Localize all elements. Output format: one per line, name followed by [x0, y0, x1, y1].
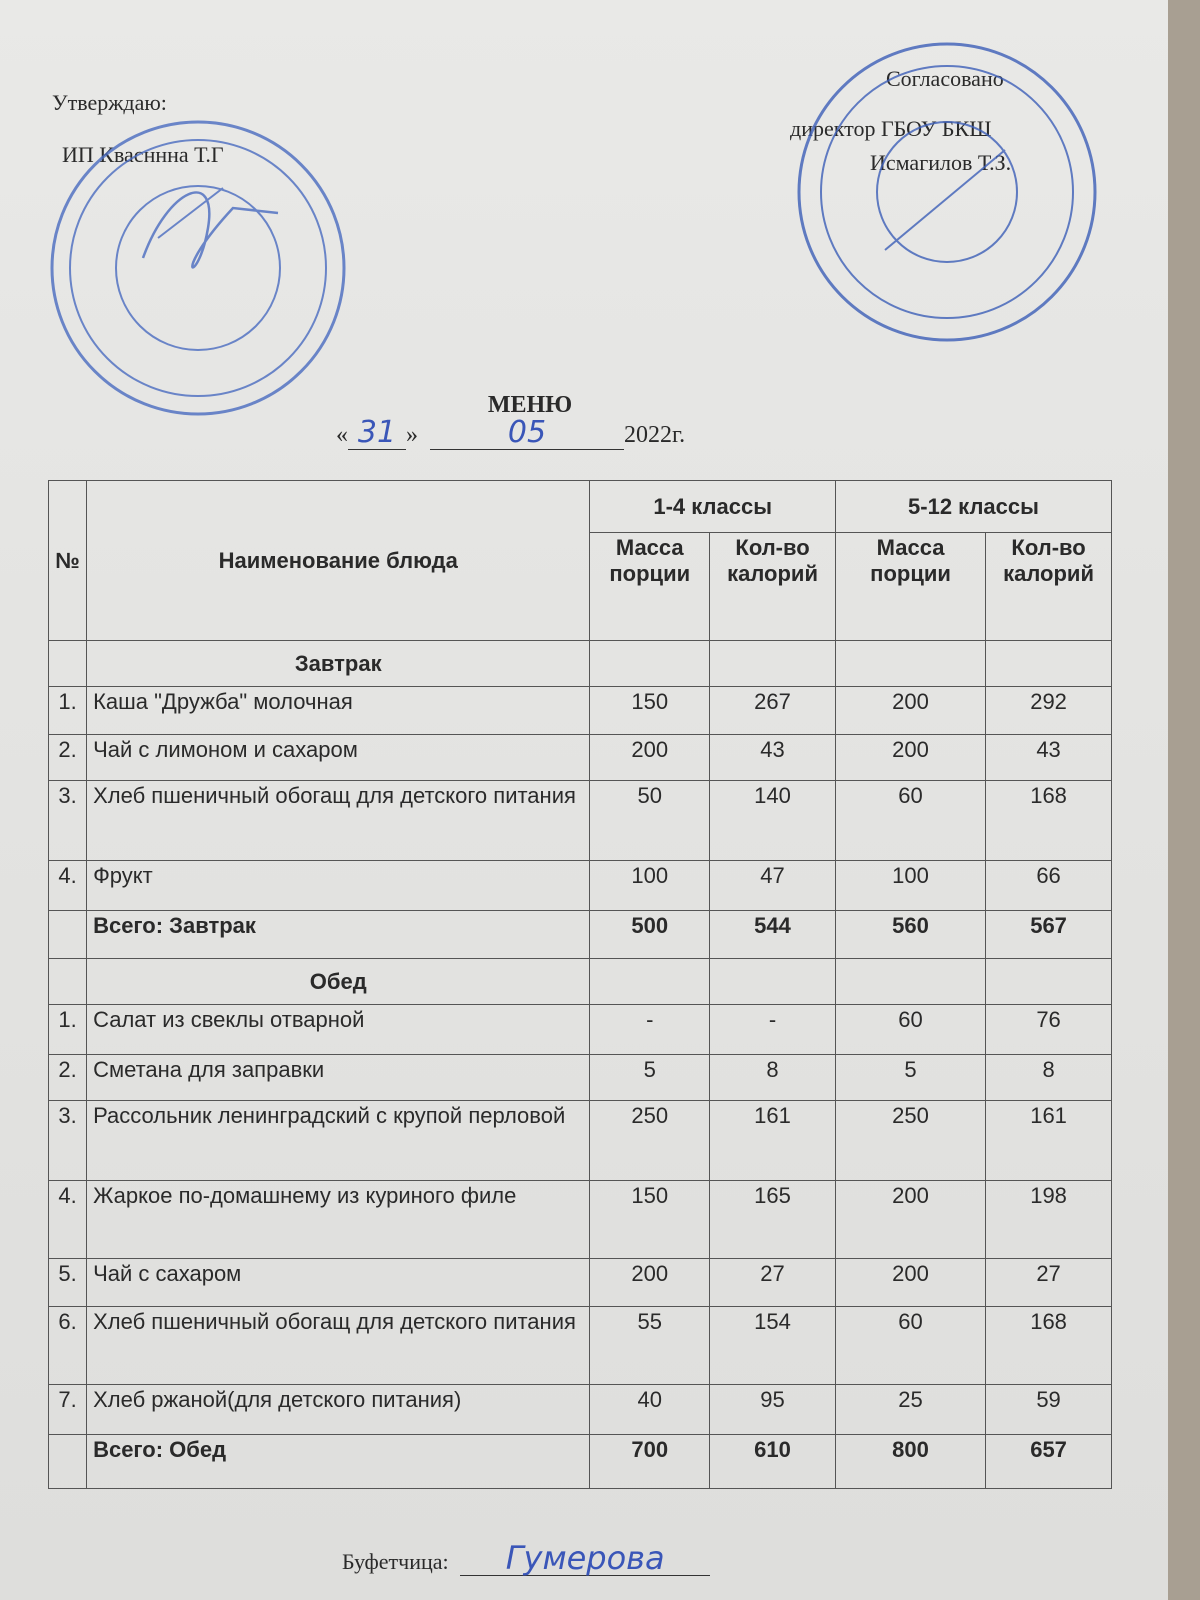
mass-5-12: 60 [835, 781, 985, 861]
cal-1-4: - [710, 1005, 836, 1055]
row-num: 1. [49, 1005, 87, 1055]
cal-5-12: 43 [986, 735, 1112, 781]
row-num: 4. [49, 861, 87, 911]
header-mass-1: Масса порции [590, 533, 710, 641]
cal-5-12: 27 [986, 1259, 1112, 1307]
dish-name: Салат из свеклы отварной [87, 1005, 590, 1055]
total-label: Всего: Обед [87, 1435, 590, 1489]
mass-5-12: 200 [835, 735, 985, 781]
total-cal-1-4: 544 [710, 911, 836, 959]
mass-1-4: 40 [590, 1385, 710, 1435]
date-open-quote: « [336, 422, 348, 448]
row-num: 2. [49, 735, 87, 781]
table-row [49, 1005, 1112, 1055]
mass-5-12: 250 [835, 1101, 985, 1181]
cal-5-12: 76 [986, 1005, 1112, 1055]
mass-1-4: 100 [590, 861, 710, 911]
total-mass-1-4: 500 [590, 911, 710, 959]
table-row [49, 1181, 1112, 1259]
row-num: 1. [49, 687, 87, 735]
mass-5-12: 60 [835, 1005, 985, 1055]
date-month-blank [430, 415, 624, 450]
section-title: Завтрак [87, 641, 590, 687]
mass-1-4: 200 [590, 735, 710, 781]
total-cal-5-12: 657 [986, 1435, 1112, 1489]
total-mass-5-12: 560 [835, 911, 985, 959]
dish-name: Жаркое по-домашнему из куриного филе [87, 1181, 590, 1259]
cal-5-12: 292 [986, 687, 1112, 735]
date-close-quote: » [406, 422, 418, 448]
menu-title: МЕНЮ [487, 392, 573, 418]
cal-5-12: 66 [986, 861, 1112, 911]
row-num: 3. [49, 781, 87, 861]
cal-1-4: 27 [710, 1259, 836, 1307]
table-row [49, 687, 1112, 735]
header-dish: Наименование блюда [87, 481, 590, 641]
header-mass-2: Масса порции [835, 533, 985, 641]
row-num: 7. [49, 1385, 87, 1435]
mass-5-12: 5 [835, 1055, 985, 1101]
mass-5-12: 100 [835, 861, 985, 911]
cal-1-4: 43 [710, 735, 836, 781]
cal-1-4: 140 [710, 781, 836, 861]
dish-name: Хлеб пшеничный обогащ для детского питания [87, 781, 590, 861]
mass-1-4: 5 [590, 1055, 710, 1101]
header-group-1-4: 1-4 классы [590, 481, 836, 533]
desk-edge [1168, 0, 1200, 1600]
mass-1-4: 150 [590, 687, 710, 735]
row-num: 2. [49, 1055, 87, 1101]
header-group-5-12: 5-12 классы [835, 481, 1111, 533]
total-row-breakfast [49, 911, 1112, 959]
table-row [49, 1307, 1112, 1385]
date-day-blank [348, 415, 406, 450]
cal-1-4: 47 [710, 861, 836, 911]
section-lunch [49, 959, 1112, 1005]
cal-5-12: 168 [986, 781, 1112, 861]
cal-5-12: 168 [986, 1307, 1112, 1385]
total-cal-1-4: 610 [710, 1435, 836, 1489]
table-row [49, 1055, 1112, 1101]
footer-label: Буфетчица: [342, 1549, 449, 1574]
table-row [49, 1385, 1112, 1435]
footer-signature: Гумерова [505, 1539, 665, 1577]
table-row [49, 781, 1112, 861]
footer [342, 1539, 710, 1577]
header-cal-1: Кол-во калорий [710, 533, 836, 641]
row-num: 5. [49, 1259, 87, 1307]
cal-1-4: 95 [710, 1385, 836, 1435]
total-cal-5-12: 567 [986, 911, 1112, 959]
menu-table [48, 480, 1112, 1489]
cal-5-12: 161 [986, 1101, 1112, 1181]
header-cal-2: Кол-во калорий [986, 533, 1112, 641]
total-row-lunch [49, 1435, 1112, 1489]
total-label: Всего: Завтрак [87, 911, 590, 959]
cal-1-4: 165 [710, 1181, 836, 1259]
mass-5-12: 200 [835, 1259, 985, 1307]
cal-1-4: 161 [710, 1101, 836, 1181]
dish-name: Хлеб ржаной(для детского питания) [87, 1385, 590, 1435]
right-stamp [795, 40, 1100, 345]
date-year: 2022г. [624, 422, 686, 448]
dish-name: Сметана для заправки [87, 1055, 590, 1101]
date-day: 31 [357, 415, 397, 450]
mass-5-12: 200 [835, 687, 985, 735]
mass-1-4: 200 [590, 1259, 710, 1307]
mass-1-4: 250 [590, 1101, 710, 1181]
total-mass-5-12: 800 [835, 1435, 985, 1489]
table-row [49, 861, 1112, 911]
mass-5-12: 25 [835, 1385, 985, 1435]
table-row [49, 1101, 1112, 1181]
mass-1-4: 50 [590, 781, 710, 861]
mass-5-12: 200 [835, 1181, 985, 1259]
cal-5-12: 59 [986, 1385, 1112, 1435]
row-num: 6. [49, 1307, 87, 1385]
mass-1-4: 55 [590, 1307, 710, 1385]
signature-blank [460, 1539, 710, 1577]
approve-label: Утверждаю: [52, 90, 167, 115]
cal-5-12: 198 [986, 1181, 1112, 1259]
date-month: 05 [507, 415, 547, 450]
dish-name: Рассольник ленинградский с крупой перловой [87, 1101, 590, 1181]
section-title: Обед [87, 959, 590, 1005]
mass-5-12: 60 [835, 1307, 985, 1385]
dish-name: Фрукт [87, 861, 590, 911]
approve-name: ИП Квасннна Т.Г [62, 142, 224, 167]
cal-1-4: 8 [710, 1055, 836, 1101]
agree-label: Согласовано [886, 66, 1004, 91]
dish-name: Чай с сахаром [87, 1259, 590, 1307]
agree-name: Исмагилов Т.З. [870, 150, 1012, 175]
agree-role: директор ГБОУ БКШ [790, 116, 992, 141]
mass-1-4: - [590, 1005, 710, 1055]
cal-1-4: 267 [710, 687, 836, 735]
dish-name: Каша "Дружба" молочная [87, 687, 590, 735]
cal-5-12: 8 [986, 1055, 1112, 1101]
table-row [49, 735, 1112, 781]
table-row [49, 1259, 1112, 1307]
section-breakfast [49, 641, 1112, 687]
row-num: 4. [49, 1181, 87, 1259]
cal-1-4: 154 [710, 1307, 836, 1385]
row-num: 3. [49, 1101, 87, 1181]
left-stamp [48, 118, 353, 418]
dish-name: Чай с лимоном и сахаром [87, 735, 590, 781]
mass-1-4: 150 [590, 1181, 710, 1259]
dish-name: Хлеб пшеничный обогащ для детского питания [87, 1307, 590, 1385]
date-line [336, 415, 686, 450]
total-mass-1-4: 700 [590, 1435, 710, 1489]
header-num: № [49, 481, 87, 641]
